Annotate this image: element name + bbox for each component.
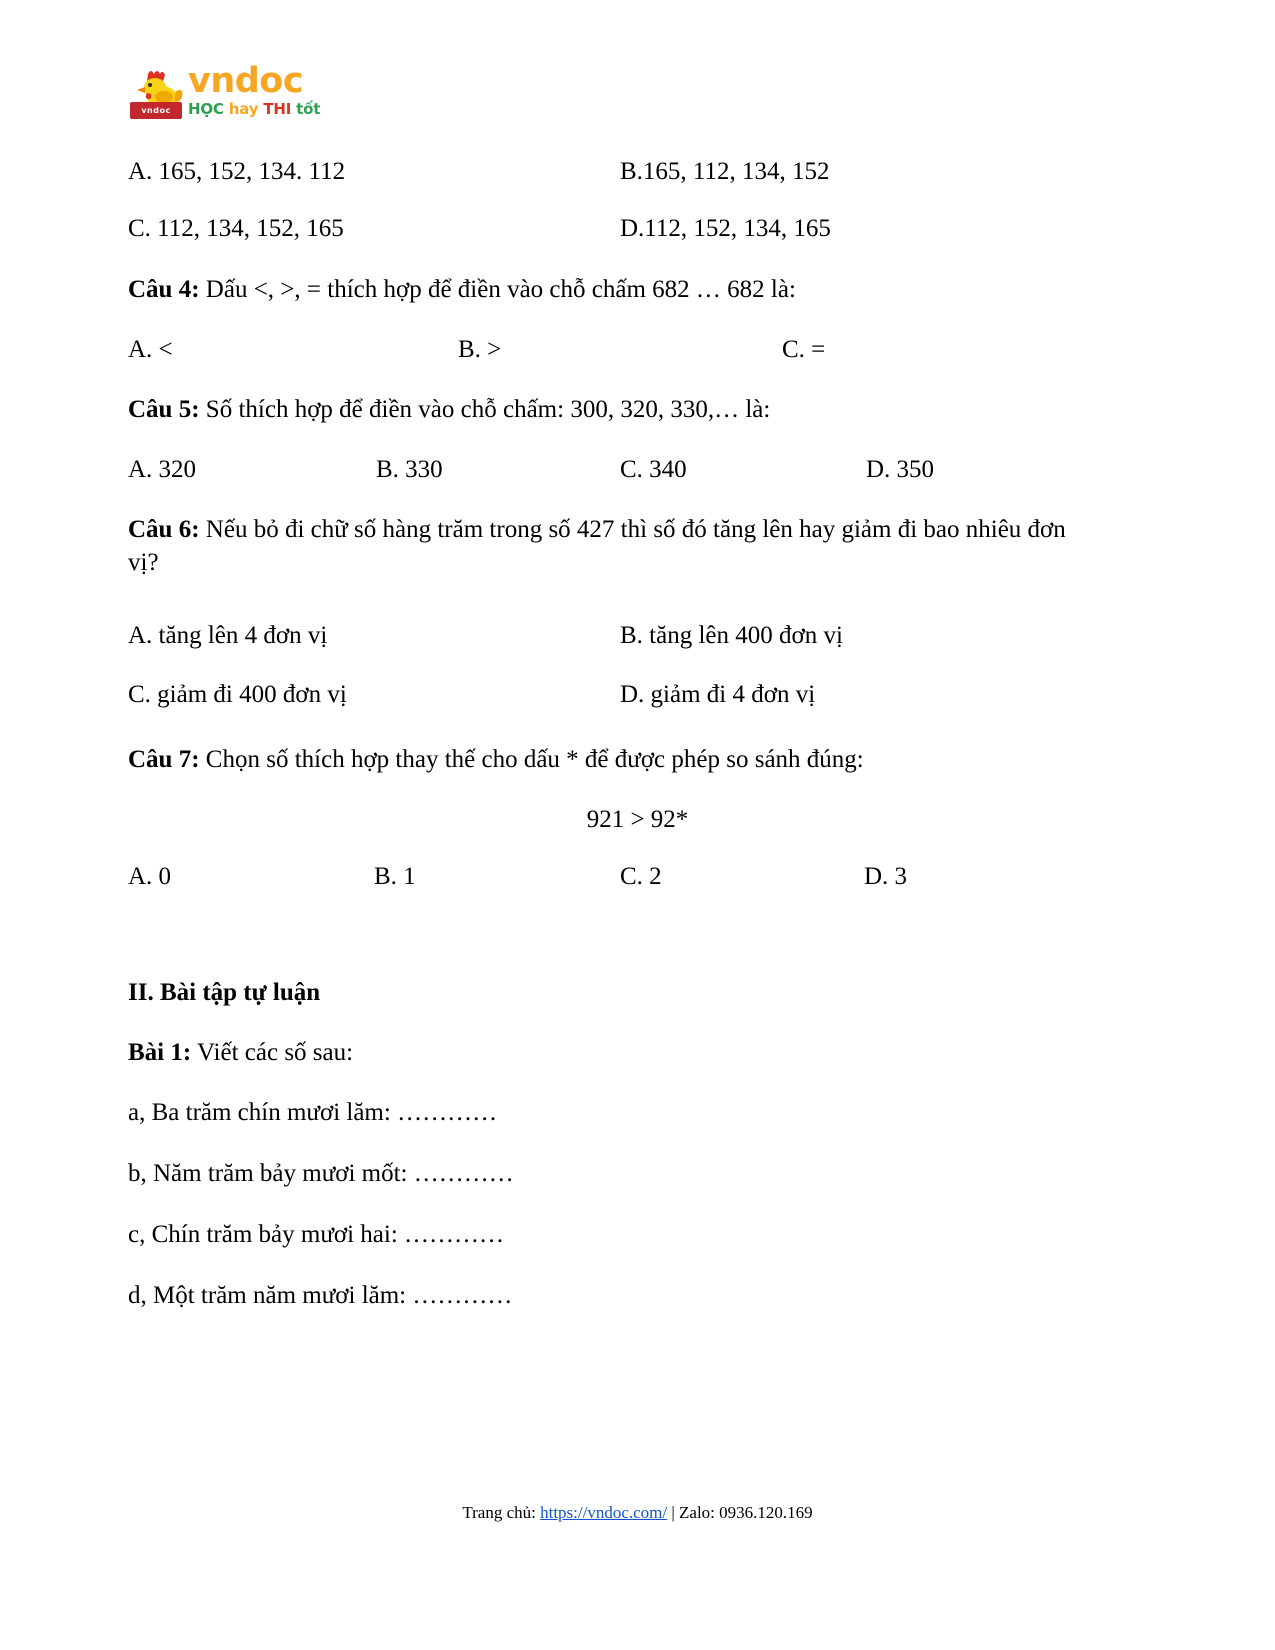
footer-suffix: | Zalo: 0936.120.169 [667,1503,813,1522]
logo-ribbon-label: vndoc [130,102,182,119]
q3-option-d: D.112, 152, 134, 165 [620,215,831,242]
question-6-text: Nếu bỏ đi chữ số hàng trăm trong số 427 thì số đó tăng lên hay giảm đi bao nhiêu đơn vị? [128,516,1066,576]
q6-option-c: C. giảm đi 400 đơn vị [128,681,347,708]
page-footer [0,1502,1275,1524]
q3-option-c: C. 112, 134, 152, 165 [128,215,344,242]
q6-option-b: B. tăng lên 400 đơn vị [620,622,843,649]
footer-prefix: Trang chủ: [462,1503,541,1522]
question-7-prompt [128,743,1108,776]
logo-wordmark: vndoc [188,61,304,101]
tagline-tot: tốt [296,100,321,118]
question-6-prompt [128,513,1093,579]
question-7-text: Chọn số thích hợp thay thế cho dấu * để được phép so sánh đúng: [199,746,864,773]
bai-1-item-b: b, Năm trăm bảy mươi mốt: ………… [128,1160,514,1187]
question-5-label: Câu 5: [128,396,200,423]
q5-option-d: D. 350 [866,456,935,483]
logo-text [188,62,388,118]
bai-1-label: Bài 1: [128,1039,192,1066]
question-4-prompt [128,273,1108,306]
question-6-label: Câu 6: [128,516,200,543]
question-4-label: Câu 4: [128,276,200,303]
q5-option-a: A. 320 [128,456,197,483]
question-7-label: Câu 7: [128,746,200,773]
footer-homepage-link[interactable]: https://vndoc.com/ [540,1503,668,1522]
q4-option-c: C. = [782,336,826,363]
logo-tagline [188,100,388,118]
q7-option-b: B. 1 [374,863,416,890]
bai-1-item-d: d, Một trăm năm mươi lăm: ………… [128,1282,513,1309]
q4-option-b: B. > [458,336,502,363]
q3-option-b: B.165, 112, 134, 152 [620,158,830,185]
question-4-text: Dấu <, >, = thích hợp để điền vào chỗ chấm 682 … 682 là: [199,276,796,303]
bai-1-item-c: c, Chín trăm bảy mươi hai: ………… [128,1221,505,1248]
tagline-hoc: HỌC [188,100,224,118]
tagline-thi: THI [263,100,292,118]
q7-option-c: C. 2 [620,863,662,890]
bai-1-text: Viết các số sau: [191,1039,354,1066]
q5-option-c: C. 340 [620,456,687,483]
vndoc-logo [128,62,388,126]
q6-option-d: D. giảm đi 4 đơn vị [620,681,816,708]
q3-option-a: A. 165, 152, 134. 112 [128,158,346,185]
q4-option-a: A. < [128,336,173,363]
bai-1-prompt [128,1038,353,1068]
q6-option-a: A. tăng lên 4 đơn vị [128,622,328,649]
q7-option-a: A. 0 [128,863,172,890]
q7-option-d: D. 3 [864,863,908,890]
section-2-heading: II. Bài tập tự luận [128,979,321,1006]
question-5-text: Số thích hợp để điền vào chỗ chấm: 300, 320, 330,… là: [199,396,771,423]
q5-option-b: B. 330 [376,456,443,483]
question-7-equation: 921 > 92* [586,806,689,833]
question-5-prompt [128,393,1108,426]
tagline-hay: hay [228,100,259,118]
bai-1-item-a: a, Ba trăm chín mươi lăm: ………… [128,1099,498,1126]
